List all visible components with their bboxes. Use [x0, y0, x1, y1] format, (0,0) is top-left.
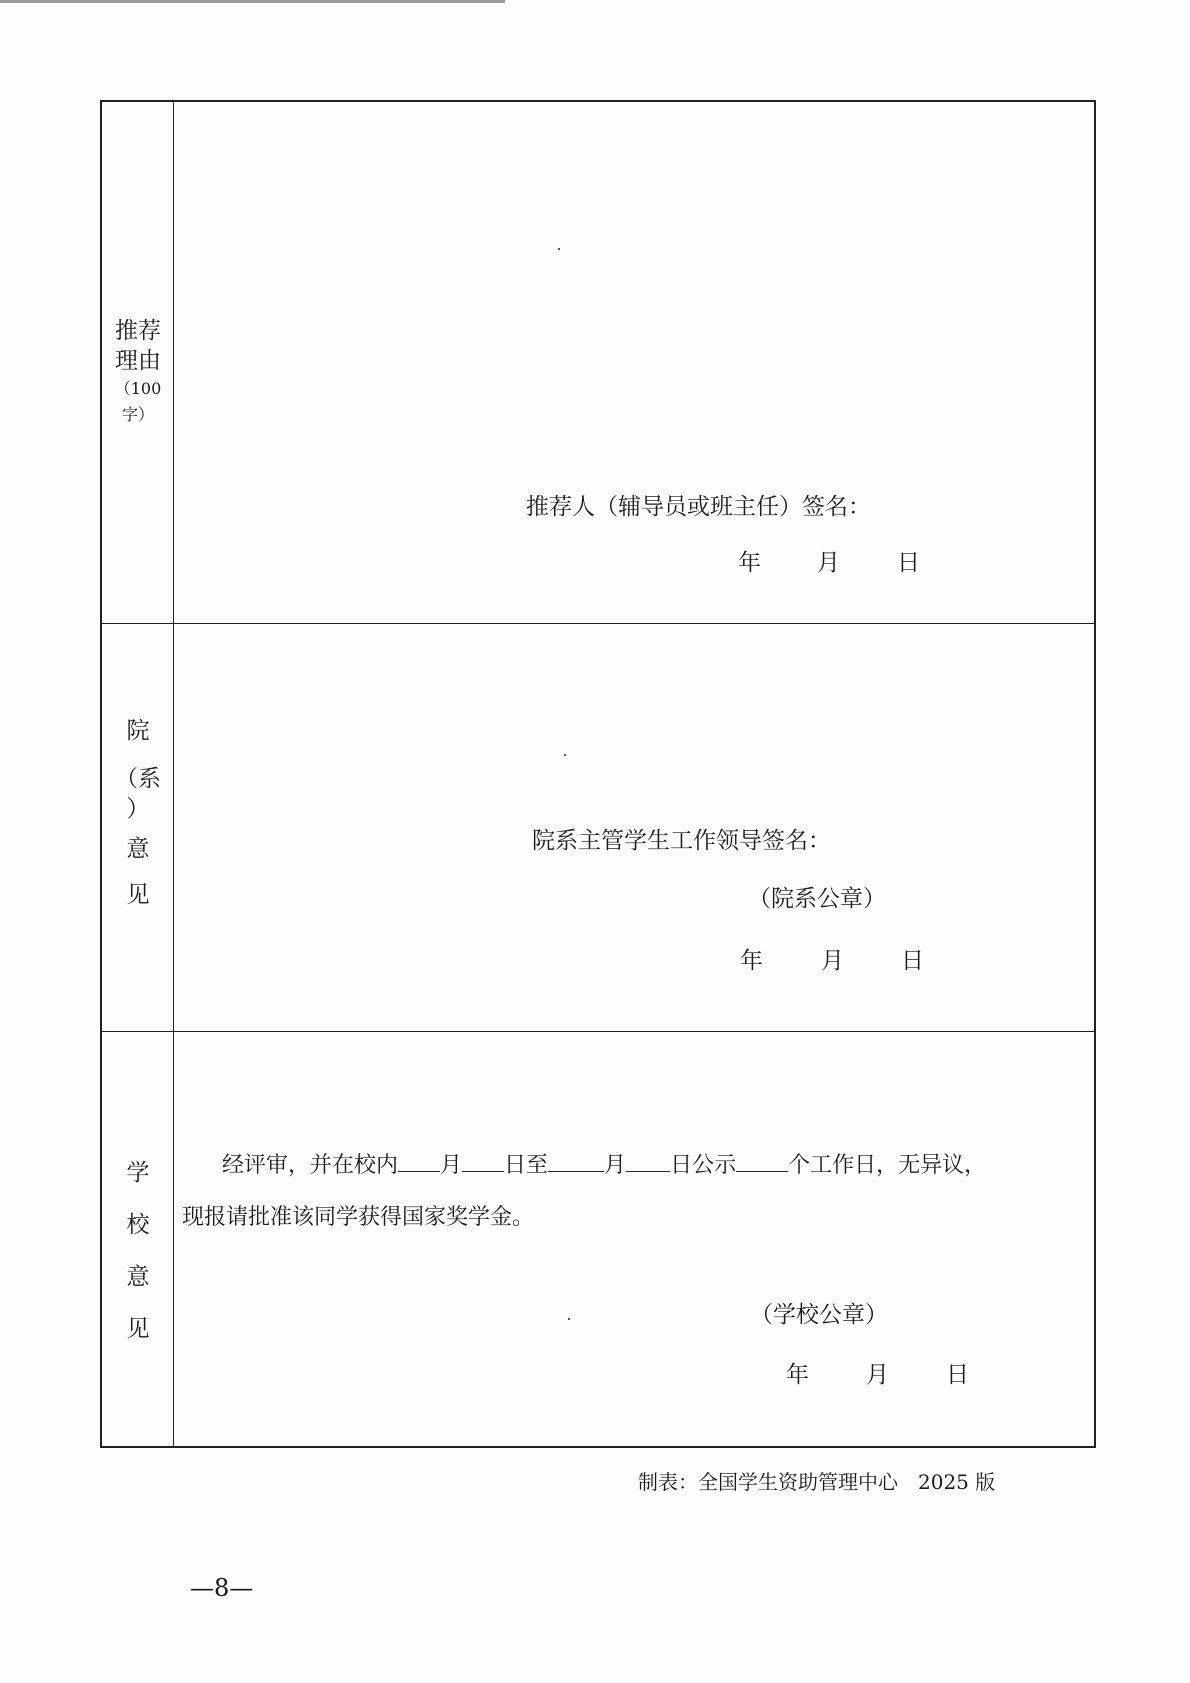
department-seal-label: （院系公章）: [748, 886, 886, 912]
school-seal-label: （学校公章）: [750, 1302, 888, 1328]
publicity-intro-text: 经评审，并在校内: [222, 1153, 399, 1178]
publicity-end-day-blank[interactable]: [626, 1149, 670, 1172]
recommend-reason-row: [102, 102, 1094, 624]
recommend-date-year: 年: [738, 550, 761, 576]
school-label-1: 学: [126, 1160, 150, 1186]
department-label-5: 见: [126, 882, 150, 908]
school-label-2: 校: [126, 1212, 150, 1238]
school-date-month: 月: [866, 1362, 889, 1388]
recommend-reason-label-cell: [102, 102, 174, 623]
school-opinion-field[interactable]: [174, 1032, 1094, 1446]
scholarship-form-table: [100, 100, 1096, 1448]
form-credit-footer: 制表：全国学生资助管理中心 2025 版: [638, 1470, 996, 1494]
publicity-start-month-label: 月: [440, 1153, 463, 1178]
school-opinion-row: [102, 1032, 1094, 1446]
school-date-year: 年: [786, 1362, 809, 1388]
department-label-1: 院: [126, 718, 150, 744]
department-opinion-field[interactable]: [174, 624, 1094, 1031]
department-label-4: 意: [126, 836, 150, 862]
department-date-month: 月: [821, 948, 844, 974]
publicity-statement-line1: [222, 1148, 986, 1179]
department-date-day: 日: [901, 948, 924, 974]
publicity-day-label: 日公示: [670, 1153, 737, 1178]
department-leader-signature-label: 院系主管学生工作领导签名：: [532, 828, 831, 854]
scan-edge-mark: [0, 0, 505, 3]
recommend-reason-field[interactable]: [174, 102, 1094, 623]
publicity-start-day-blank[interactable]: [462, 1149, 504, 1172]
school-opinion-label-cell: [102, 1032, 174, 1446]
department-opinion-row: [102, 624, 1094, 1032]
recommend-label-word-unit: 字）: [121, 405, 154, 424]
publicity-end-month-label: 月: [604, 1153, 627, 1178]
school-label-3: 意: [126, 1264, 150, 1290]
recommend-label-line1: 推荐: [115, 318, 161, 344]
publicity-workdays-label: 个工作日，无异议，: [788, 1153, 987, 1178]
department-date-year: 年: [740, 948, 763, 974]
recommend-date-day: 日: [897, 550, 920, 576]
page-number: —8—: [190, 1574, 254, 1602]
scan-speck: [568, 1318, 570, 1320]
publicity-day-to-label: 日至: [504, 1153, 549, 1178]
school-label-4: 见: [126, 1316, 150, 1342]
publicity-end-month-blank[interactable]: [548, 1149, 604, 1172]
recommender-signature-label: 推荐人（辅导员或班主任）签名：: [526, 494, 871, 520]
recommend-label-word-limit: （100: [114, 379, 162, 398]
scan-speck: [558, 248, 560, 250]
recommend-date-month: 月: [817, 550, 840, 576]
publicity-start-month-blank[interactable]: [398, 1149, 440, 1172]
publicity-statement-line2: 现报请批准该同学获得国家奖学金。: [182, 1205, 535, 1230]
scan-speck: [564, 754, 566, 756]
department-label-3: ）: [126, 796, 150, 822]
recommend-label-line2: 理由: [115, 348, 161, 374]
publicity-workdays-blank[interactable]: [736, 1149, 788, 1172]
department-label-2: （系: [115, 766, 161, 792]
school-date-day: 日: [946, 1362, 969, 1388]
department-opinion-label-cell: [102, 624, 174, 1031]
